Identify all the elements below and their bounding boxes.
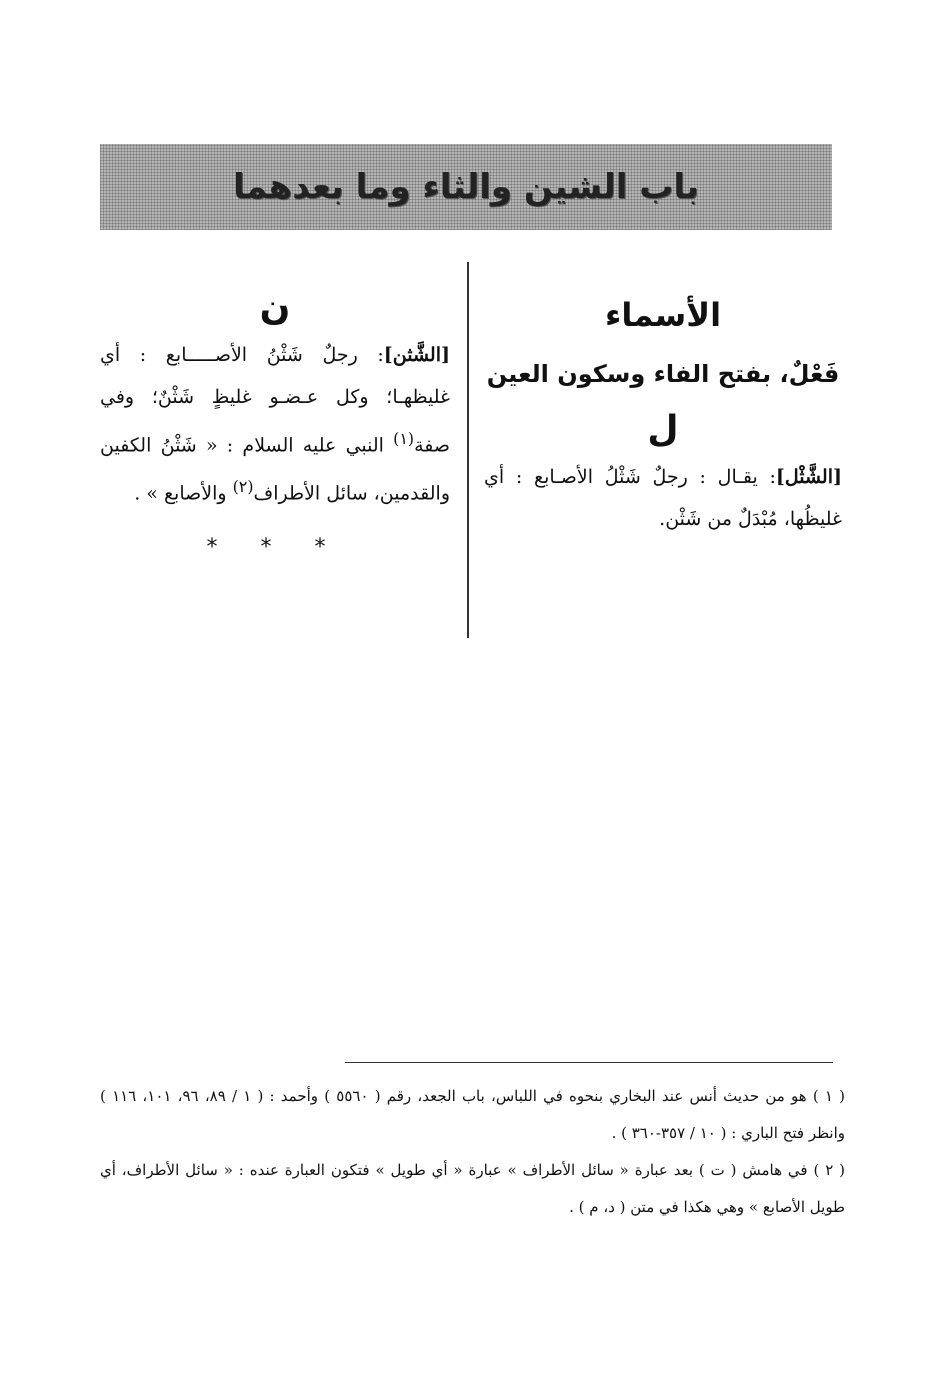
entry-text: : رجلٌ شَثْنُ الأصـــــابع : أي غليظهـا؛ وكل عـضـو غليظٍ شَثْنٌ؛ وفي صفة [100, 344, 450, 457]
column-divider [467, 262, 469, 638]
footnote: ( ١ ) هو من حديث أنس عند البخاري بنحوه في اللباس، باب الجعد، رقم ( ٥٥٦٠ ) وأحمد : ( ١ / ٨٩، ٩٦، ١٠١، ١١٦ ) وانظر فتح الباري : ( ١٠ / ٣٥٧-٣٦٠ ) . [100, 1087, 846, 1142]
footnote-rule [345, 1062, 833, 1063]
chapter-banner [100, 144, 832, 230]
entry-text: النبي عليه السلام : « شَثْنُ الكفين والقدمين، سائل الأطراف [100, 434, 450, 505]
letter-heading: ن [259, 287, 291, 328]
pattern-title: فَعْلٌ، بفتح الفاء وسكون العين [486, 360, 840, 388]
letter-heading: ل [647, 409, 679, 450]
footnote-ref: (١) [393, 429, 415, 448]
dictionary-entry [100, 334, 450, 515]
entry-headword: [الشَّثن] [383, 344, 450, 366]
footnote-ref: (٢) [232, 477, 254, 497]
dictionary-entry [484, 456, 842, 540]
entry-text: : يقـال : رجلٌ شَثْلُ الأصـابع : أي غليظُها، مُبْدَلٌ من شَثْن. [484, 466, 842, 530]
entry-text: والأصابع » . [134, 482, 233, 505]
footnotes [100, 1078, 845, 1226]
left-column [100, 288, 450, 560]
entry-headword: [الشَّثْل] [775, 466, 842, 488]
chapter-title: باب الشين والثاء وما بعدهما [233, 167, 699, 207]
section-title: الأسماء [604, 296, 722, 334]
footnote: ( ٢ ) في هامش ( ت ) بعد عبارة « سائل الأطراف » عبارة « أي طويل » فتكون العبارة عنده : « سائل الأطراف، أي طويل الأصابع » وهي هكذا في متن ( د، م ) . [100, 1161, 845, 1216]
right-column [484, 288, 842, 540]
section-separator: * * * [206, 534, 344, 560]
